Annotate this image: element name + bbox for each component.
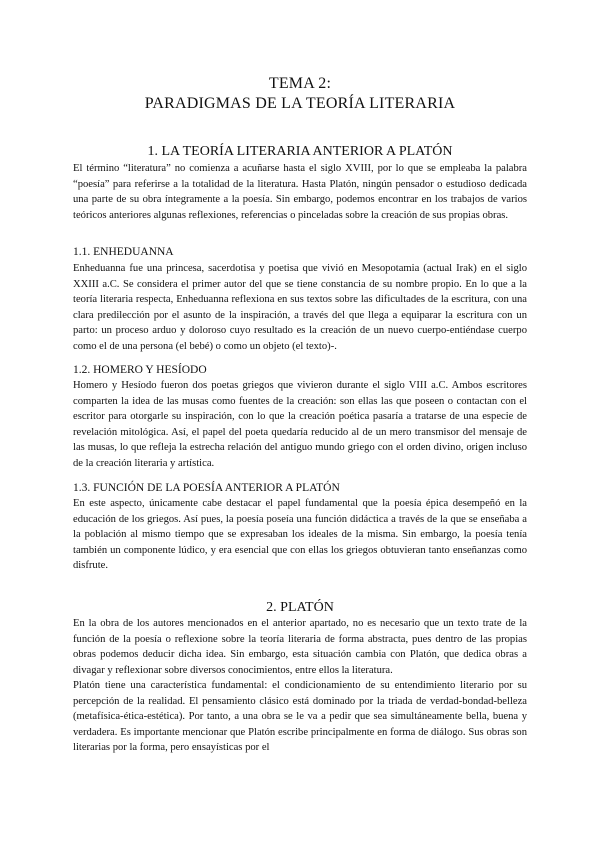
section-1-heading: 1. LA TEORÍA LITERARIA ANTERIOR A PLATÓN — [147, 144, 453, 159]
document-title-line-1: TEMA 2: — [268, 75, 332, 92]
subsection-1-1-text: Enheduanna fue una princesa, sacerdotisa y poetisa que vivió en Mesopotamia (actual Irak) en el siglo XXIII a.C. Se considera el primer autor del que se tiene constancia de su nombre propio. En lo que a la teoría literaria respecta, Enheduanna reflexiona en sus textos sobre las dificultades de la escritura, con una clara predilección por el asunto de la inspiración, a través del que llega a equiparar la escritura con un parto: un proceso arduo y doloroso cuyo resultado es la creación de un nuevo cuerpo-entiéndase cuerpo como el de una persona (el bebé) o como un objeto (el texto)-. — [73, 263, 527, 352]
subsection-1-3-text: En este aspecto, únicamente cabe destacar el papel fundamental que la poesía épica desempeñó en la educación de los griegos. Así pues, la poesía poseía una función didáctica a través de la que se enseñaba a la población al mismo tiempo que se expresaban los ideales de la misma. Sin embargo, la poesía tenía también un componente lúdico, y era esencial que con ellas los griegos obtuvieran tanto enseñanzas como disfrute. — [73, 498, 527, 572]
section-2-heading: 2. PLATÓN — [266, 600, 334, 615]
subsection-1-2-heading: 1.2. HOMERO Y HESÍODO — [73, 364, 207, 376]
section-2-paragraph-2: Platón tiene una característica fundamental: el condicionamiento de su entendimiento literario por su percepción de la realidad. El pensamiento clásico está dominado por la triada de verdad-bondad-belleza (metafísica-ética-estética). Por tanto, a una obra se le va a pedir que sea simultáneamente bella, buena y verdadera. Es importante mencionar que Platón escribe principalmente en forma de diálogo. Sus obras son literarias por la forma, pero ensayísticas por el — [73, 680, 527, 754]
document-title-line-2: PARADIGMAS DE LA TEORÍA LITERARIA — [144, 95, 456, 112]
subsection-1-2-text: Homero y Hesíodo fueron dos poetas griegos que vivieron durante el siglo VIII a.C. Ambos escritores comparten la idea de las musas como fuentes de la creación: son ellas las que poseen o contactan con el escritor para otorgarle su inspiración, con lo que la creación poética pasaría a tratarse de una especie de revelación mitológica. Así, el papel del poeta quedaría reducido al de un mero transmisor del mensaje de las musas, lo que refleja la estrecha relación del antiguo mundo griego con el orden divino, origen incluso de la creación literaria y artística. — [73, 380, 527, 469]
subsection-1-3-heading: 1.3. FUNCIÓN DE LA POESÍA ANTERIOR A PLATÓN — [73, 482, 340, 494]
subsection-1-1-heading: 1.1. ENHEDUANNA — [73, 246, 174, 258]
section-1-intro: El término “literatura” no comienza a acuñarse hasta el siglo XVIII, por lo que se empleaba la palabra “poesía” para referirse a la totalidad de la literatura. Hasta Platón, ningún pensador o estudioso dedicada una parte de su obra íntegramente a la poesía. Sin embargo, podemos encontrar en los trabajos de varios teóricos anteriores algunas reflexiones, referencias o pinceladas sobre la creación de sus propias obras. — [73, 163, 527, 221]
section-2-paragraph-1: En la obra de los autores mencionados en el anterior apartado, no es necesario que un texto trate de la función de la poesía o reflexione sobre la teoría literaria de forma abstracta, pues dentro de las propias obras podemos deducir dicha idea. Sin embargo, esta situación cambia con Platón, que dedica obras a divagar y reflexionar sobre diversos conocimientos, entre ellos la literatura. — [73, 618, 527, 676]
